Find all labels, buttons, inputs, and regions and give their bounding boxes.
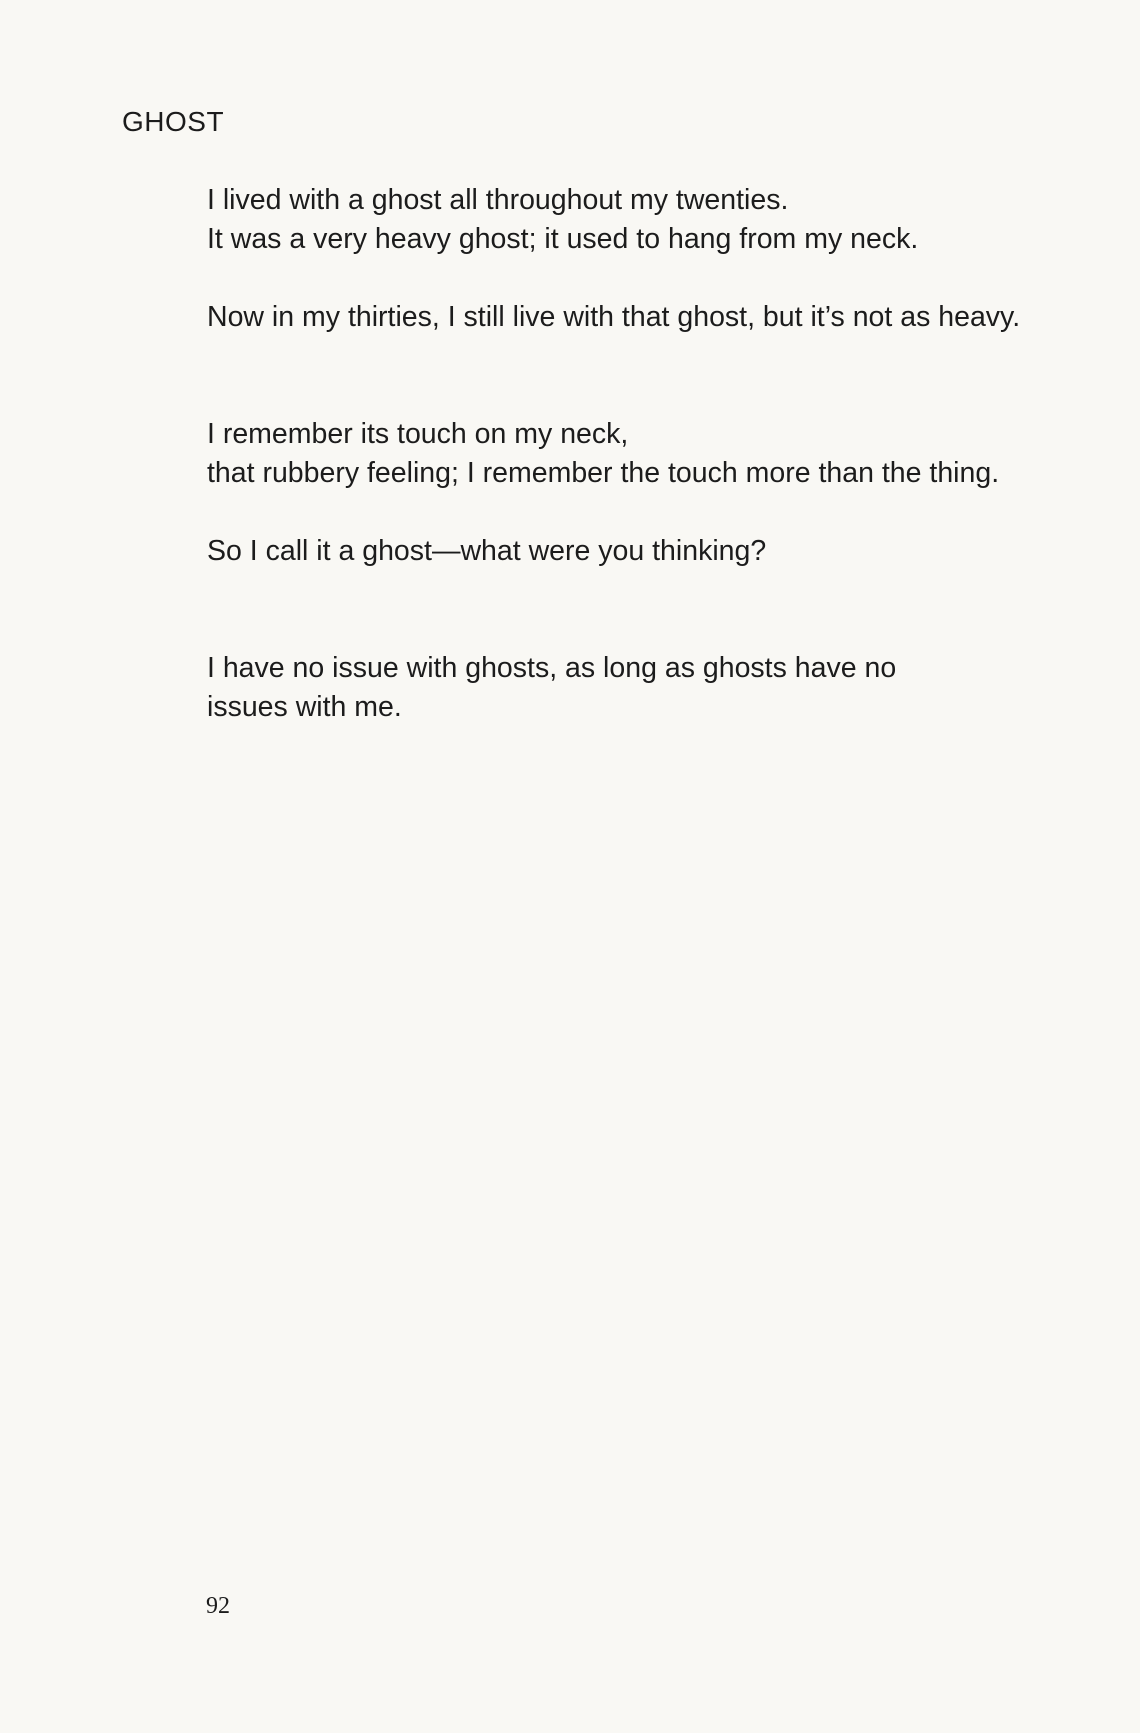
poem-line: So I call it a ghost—what were you thinking? <box>207 535 767 567</box>
poem-line: I lived with a ghost all throughout my twenties. <box>207 184 789 216</box>
poem-line: Now in my thirties, I still live with that ghost, but it’s not as heavy. <box>207 301 1021 333</box>
page-number: 92 <box>206 1593 230 1619</box>
poem-line: I remember its touch on my neck, <box>207 418 629 450</box>
poem-line: I have no issue with ghosts, as long as ghosts have no <box>207 652 897 684</box>
poem-line: that rubbery feeling; I remember the touch more than the thing. <box>207 457 1000 489</box>
poem-line: It was a very heavy ghost; it used to hang from my neck. <box>207 223 919 255</box>
poem-line: issues with me. <box>207 691 402 723</box>
poem-title: GHOST <box>122 106 225 137</box>
